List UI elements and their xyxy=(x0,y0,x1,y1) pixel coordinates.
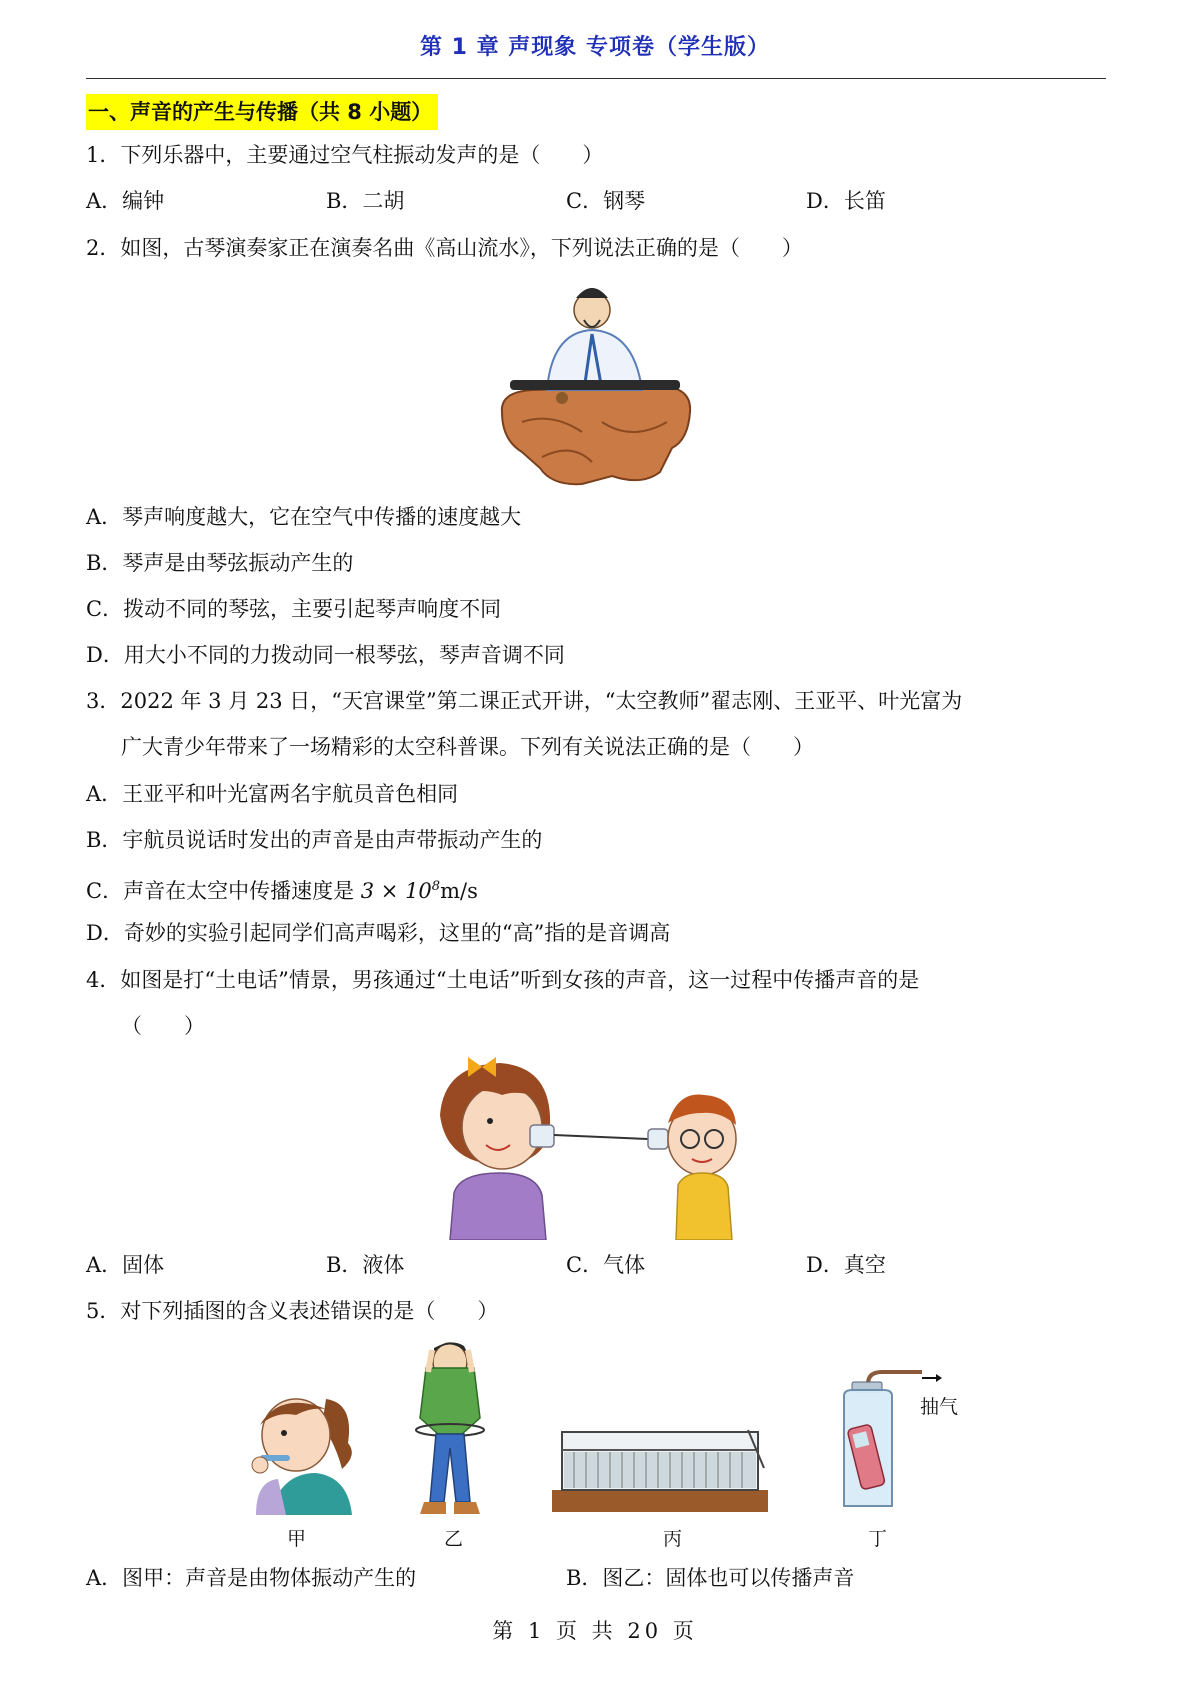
q3-option-c-exponent: 8 xyxy=(431,879,441,894)
pump-label: 抽气 xyxy=(920,1396,959,1418)
q3-stem-line1: 3．2022 年 3 月 23 日，“天宫课堂”第二课正式开讲，“太空教师”翟志刚、王亚平、叶光富为 xyxy=(86,689,963,713)
q3-option-a: A．王亚平和叶光富两名宇航员音色相同 xyxy=(86,782,459,806)
title-divider xyxy=(86,78,1106,79)
q5-option-b: B．图乙：固体也可以传播声音 xyxy=(566,1566,855,1590)
q3-option-c-text: C．声音在太空中传播速度是 xyxy=(86,879,355,903)
q1-option-a: A．编钟 xyxy=(86,189,165,213)
q4-stem-line2: （ ） xyxy=(121,1014,205,1038)
figure-label-ding: 丁 xyxy=(868,1528,888,1550)
q4-option-d: D．真空 xyxy=(806,1253,886,1277)
figure-yi-boy-ears xyxy=(410,1338,490,1518)
q3-option-b: B．宇航员说话时发出的声音是由声带振动产生的 xyxy=(86,828,543,852)
figure-label-yi: 乙 xyxy=(444,1528,464,1550)
page-footer: 第 1 页 共 20 页 xyxy=(492,1619,698,1643)
figure-jia-tuning-fork-girl xyxy=(230,1385,365,1515)
q2-option-d: D．用大小不同的力拨动同一根琴弦，琴声音调不同 xyxy=(86,643,565,667)
q5-stem: 5．对下列插图的含义表述错误的是（ ） xyxy=(86,1299,499,1323)
q1-option-c: C．钢琴 xyxy=(566,189,646,213)
q4-option-a: A．固体 xyxy=(86,1253,165,1277)
q2-option-b: B．琴声是由琴弦振动产生的 xyxy=(86,551,354,575)
q3-option-c xyxy=(86,872,478,906)
q2-option-c: C．拨动不同的琴弦，主要引起琴声响度不同 xyxy=(86,597,502,621)
page-title: 第 1 章 声现象 专项卷（学生版） xyxy=(420,35,770,60)
q4-stem-line1: 4．如图是打“土电话”情景，男孩通过“土电话”听到女孩的声音，这一过程中传播声音的是 xyxy=(86,968,920,992)
q4-option-b: B．液体 xyxy=(326,1253,405,1277)
figure-label-jia: 甲 xyxy=(287,1528,307,1550)
q2-stem: 2．如图，古琴演奏家正在演奏名曲《高山流水》，下列说法正确的是（ ） xyxy=(86,236,803,260)
q3-option-c-formula: 3 × 10 xyxy=(360,879,432,903)
q5-option-a: A．图甲：声音是由物体振动产生的 xyxy=(86,1566,417,1590)
q1-stem: 1．下列乐器中，主要通过空气柱振动发声的是（ ） xyxy=(86,143,604,167)
q1-option-b: B．二胡 xyxy=(326,189,405,213)
figure-label-bing: 丙 xyxy=(663,1528,683,1550)
q3-option-d: D．奇妙的实验引起同学们高声喝彩，这里的“高”指的是音调高 xyxy=(86,921,671,945)
q1-option-d: D．长笛 xyxy=(806,189,886,213)
tin-can-telephone-image xyxy=(430,1055,760,1240)
section-heading: 一、声音的产生与传播（共 8 小题） xyxy=(86,94,438,130)
figure-bing-water-trough xyxy=(550,1420,770,1515)
q4-option-c: C．气体 xyxy=(566,1253,646,1277)
q3-stem-line2: 广大青少年带来了一场精彩的太空科普课。下列有关说法正确的是（ ） xyxy=(121,735,814,759)
guqin-player-image xyxy=(492,272,698,490)
figure-ding-bell-jar-phone xyxy=(838,1370,948,1510)
q3-option-c-unit: m/s xyxy=(440,879,478,903)
q2-option-a: A．琴声响度越大，它在空气中传播的速度越大 xyxy=(86,505,522,529)
